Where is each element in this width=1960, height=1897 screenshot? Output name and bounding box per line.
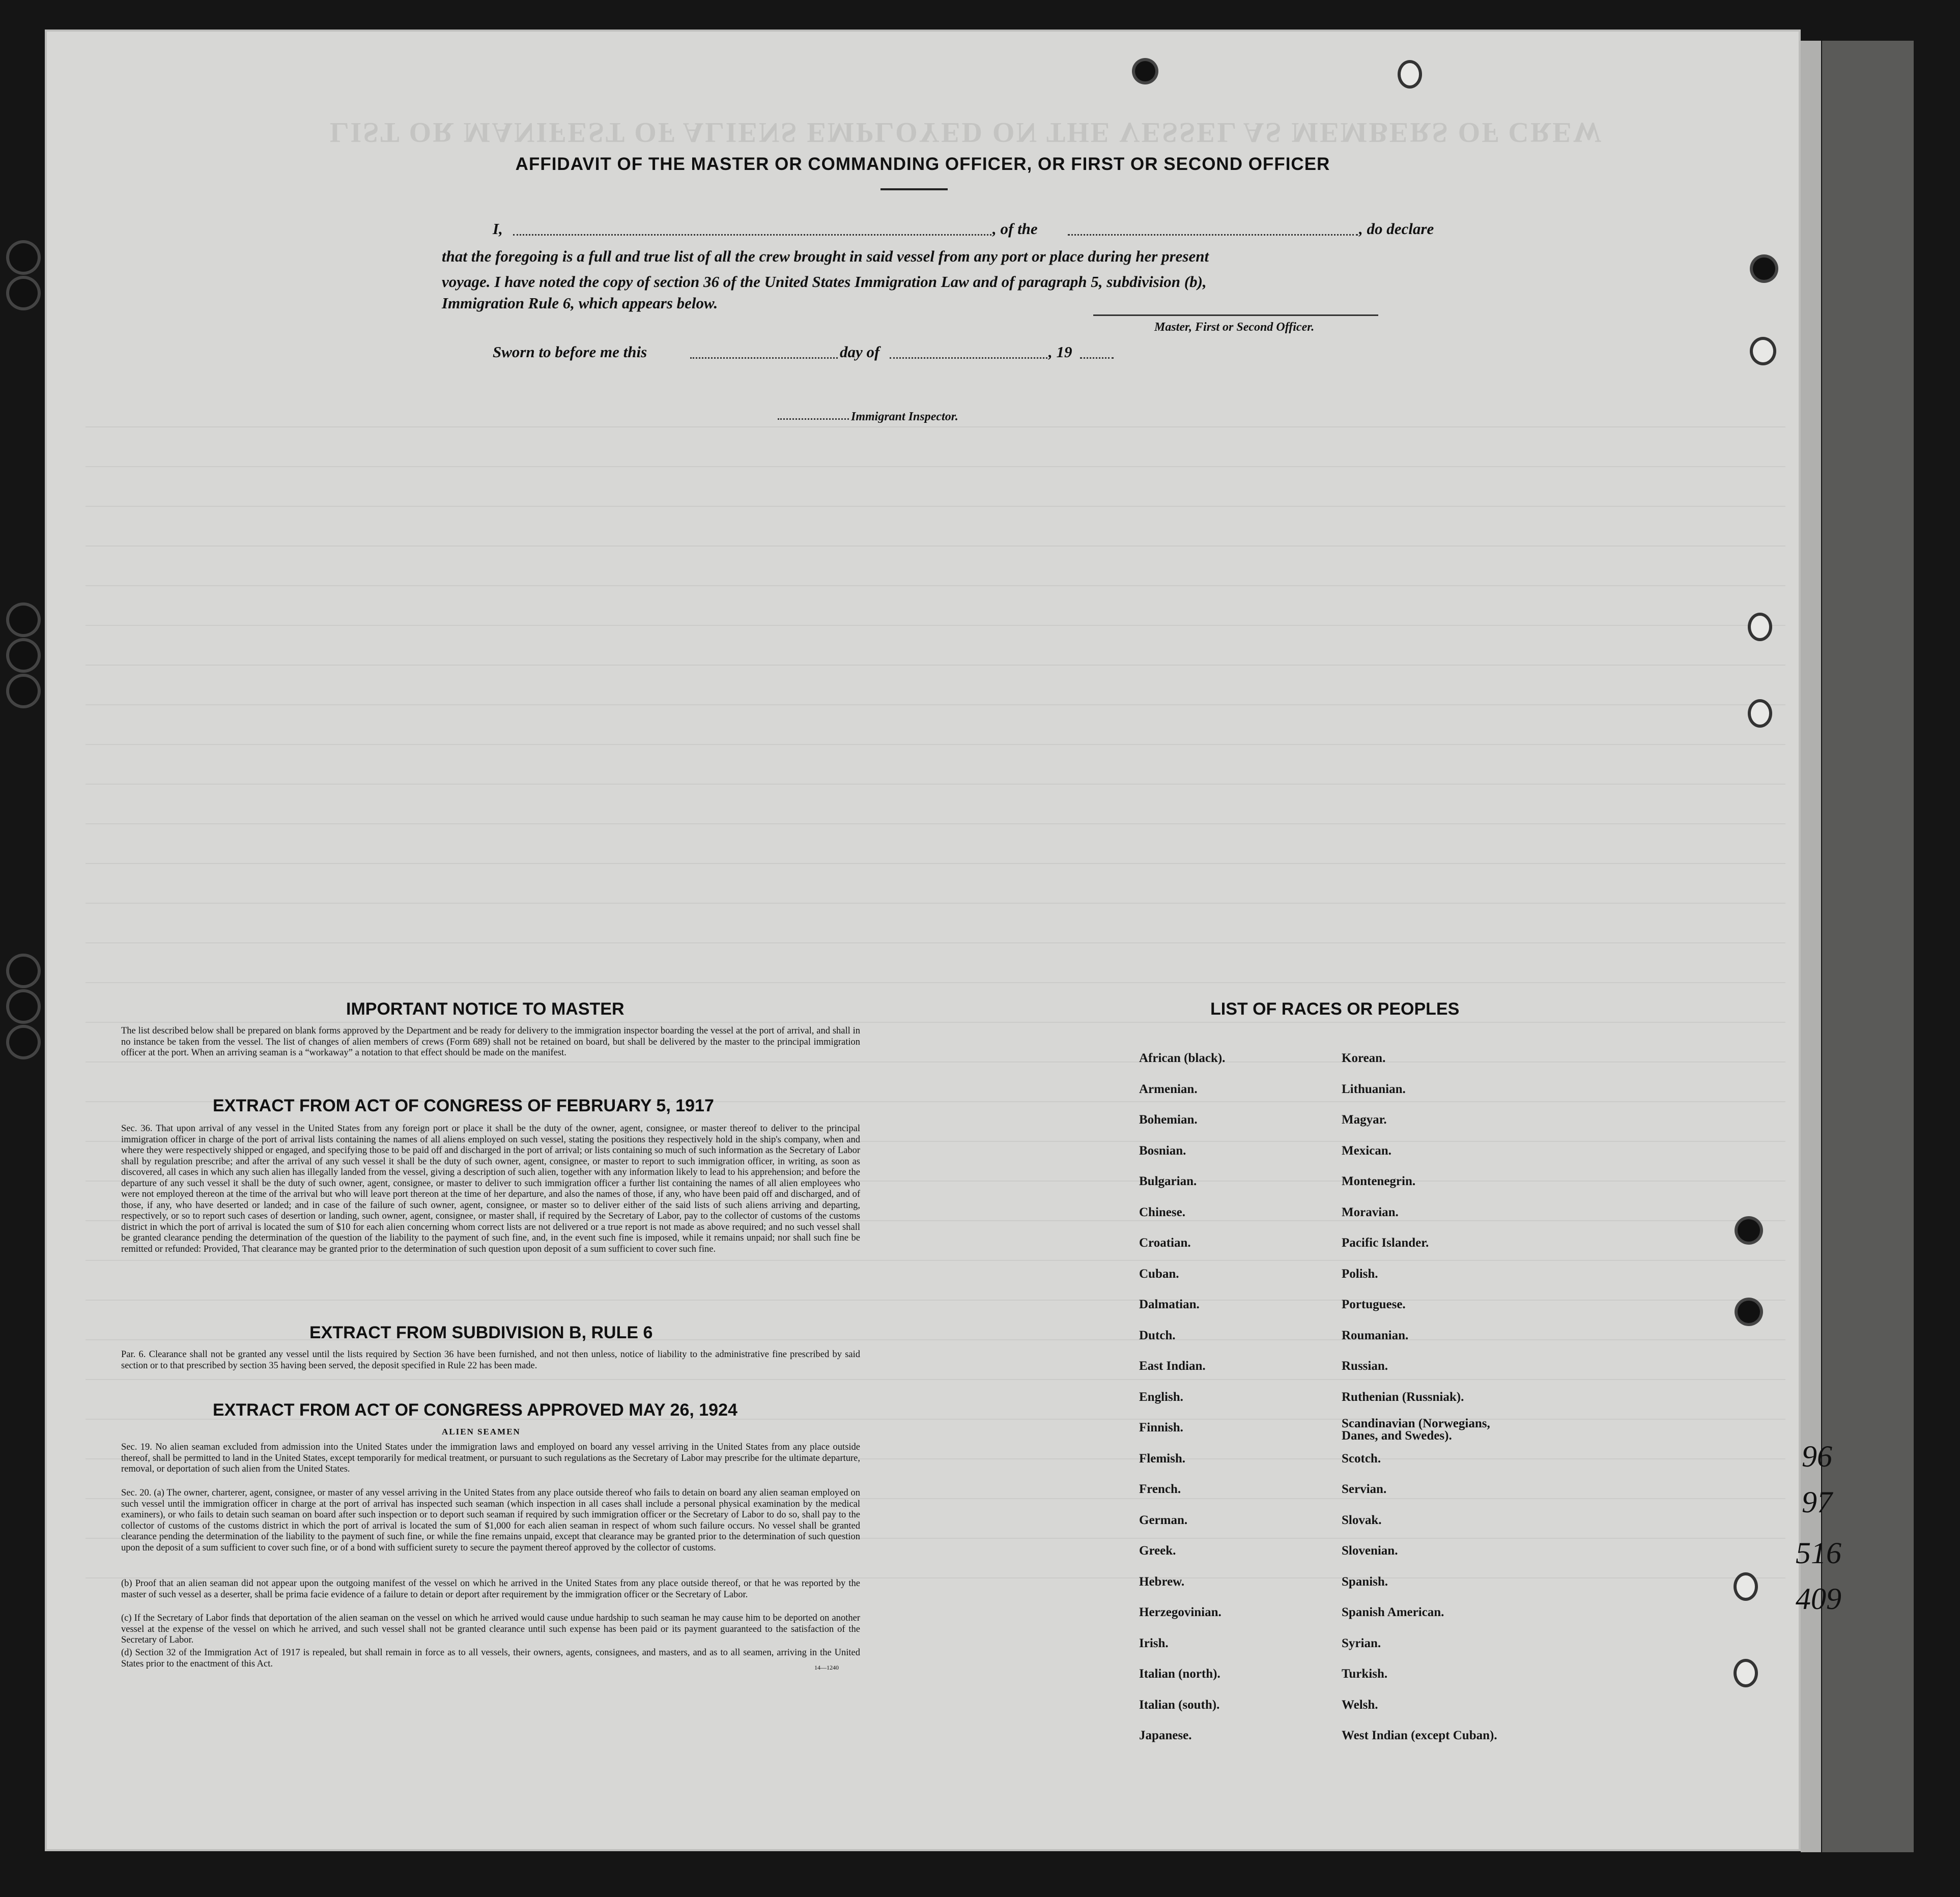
page-edge-dark [1822, 41, 1914, 1852]
bleed-through-line [86, 863, 1785, 864]
race-right-item: Portuguese. [1342, 1298, 1406, 1311]
punch-hole [1738, 1219, 1760, 1242]
day-of-label: day of [840, 343, 880, 361]
sec-20a-text: Sec. 20. (a) The owner, charterer, agent, consignee, or master of any vessel arriving in the United States from any place outside thereof who fails to detain on board any alien seaman employed on such vessel until the immigration officer in charge at the port of arrival has inspected such seaman (which inspection in all cases shall include a personal physical examination by the medical examiners), or who fails to detain such seaman on board after such inspection or to deport such seaman if required by such immigration officer or the Secretary of Labor to do so, shall pay to the collector of customs of the customs district in which the port of arrival is located the sum of $1,000 for each alien seaman in respect of whom such failure occurs. No vessel shall be granted clearance pending the determination of the liability to the payment of such fine, or while the fine remains unpaid, except that clearance may be granted prior to the determination of such question upon the deposit of a sum sufficient to cover such fine, or of a bond with sufficient surety to secure the payment thereof approved by the collector of customs. [121, 1488, 860, 1553]
handwritten-number-2: 97 [1802, 1485, 1832, 1519]
race-right-item: Slovak. [1342, 1513, 1382, 1527]
bleed-through-line [86, 982, 1785, 983]
race-right-item: Moravian. [1342, 1205, 1399, 1219]
race-right-item: Spanish American. [1342, 1605, 1444, 1619]
bleed-through-title: LIST OR MANIFEST OF ALIENS EMPLOYED ON THE VESSEL AS MEMBERS OF CREW [330, 117, 1603, 148]
race-left-item: Italian (north). [1139, 1667, 1220, 1681]
race-left-item: Greek. [1139, 1544, 1176, 1558]
extract-1924-title: EXTRACT FROM ACT OF CONGRESS APPROVED MAY 26, 1924 [213, 1400, 737, 1420]
bleed-through-line [86, 744, 1785, 745]
binder-hole [9, 677, 38, 705]
race-right-item: Montenegrin. [1342, 1174, 1416, 1188]
punch-hole [1135, 61, 1155, 81]
extract-rule6-title: EXTRACT FROM SUBDIVISION B, RULE 6 [309, 1323, 653, 1342]
extract-rule6-text: Par. 6. Clearance shall not be granted any vessel until the lists required by Section 36 have been furnished, and not then unless, notice of liability to the administrative fine prescribed by said section or to that prescribed by section 35 having been served, the deposit specified in Rule 22 has been made. [121, 1349, 860, 1371]
race-right-item: Ruthenian (Russniak). [1342, 1390, 1464, 1404]
handwritten-number-3: 516 [1796, 1536, 1841, 1570]
race-right-item: Polish. [1342, 1267, 1378, 1281]
race-left-item: Herzegovinian. [1139, 1605, 1222, 1619]
race-left-item: Dutch. [1139, 1328, 1176, 1342]
bleed-through-line [86, 466, 1785, 467]
binder-hole [9, 641, 38, 670]
race-left-item: Croatian. [1139, 1236, 1191, 1250]
sec-20d-text: (d) Section 32 of the Immigration Act of 1917 is repealed, but shall remain in force as to all vessels, their owners, agents, consignees, and masters, and as to all seamen, arriving in the United States prior to the enactment of this Act. [121, 1648, 860, 1669]
race-left-item: English. [1139, 1390, 1183, 1404]
race-left-item: Japanese. [1139, 1729, 1192, 1742]
race-left-item: German. [1139, 1513, 1188, 1527]
race-left-item: Hebrew. [1139, 1574, 1185, 1589]
bleed-through-line [86, 665, 1785, 666]
race-right-item: Servian. [1342, 1482, 1387, 1496]
binder-hole [9, 1028, 38, 1056]
races-title: LIST OF RACES OR PEOPLES [1210, 999, 1460, 1019]
extract-1917-title: EXTRACT FROM ACT OF CONGRESS OF FEBRUARY 5, 1917 [213, 1096, 714, 1115]
bleed-through-line [86, 784, 1785, 785]
bleed-through-line [86, 506, 1785, 507]
page-edge-shadow [1801, 41, 1821, 1852]
race-left-item: Flemish. [1139, 1451, 1185, 1465]
race-right-item: Spanish. [1342, 1574, 1388, 1589]
race-right-item: Korean. [1342, 1051, 1386, 1065]
race-right-item: Welsh. [1342, 1698, 1378, 1712]
race-right-item: Roumanian. [1342, 1328, 1409, 1342]
race-right-item: Russian. [1342, 1359, 1388, 1373]
bleed-through-line [86, 625, 1785, 626]
race-right-item: Slovenian. [1342, 1544, 1398, 1558]
race-left-item: Finnish. [1139, 1421, 1183, 1434]
bleed-through-line [86, 903, 1785, 904]
master-signature-caption: Master, First or Second Officer. [1154, 321, 1315, 334]
binder-hole [9, 957, 38, 985]
bleed-through-line [86, 823, 1785, 824]
affidavit-line-4: Immigration Rule 6, which appears below. [442, 294, 718, 312]
affidavit-line-2: that the foregoing is a full and true list of all the crew brought in said vessel from any port or place during her present [442, 247, 1209, 265]
binder-hole [9, 606, 38, 634]
race-left-item: African (black). [1139, 1051, 1226, 1065]
sworn-month-field[interactable] [890, 357, 1047, 359]
affidavit-title: AFFIDAVIT OF THE MASTER OR COMMANDING OFFICER, OR FIRST OR SECOND OFFICER [515, 154, 1330, 174]
race-left-item: Irish. [1139, 1636, 1169, 1650]
bleed-through-line [86, 942, 1785, 943]
binder-hole [9, 992, 38, 1021]
form-number: 14—1240 [814, 1664, 839, 1671]
punch-hole-light [1737, 1662, 1755, 1684]
race-left-item: Italian (south). [1139, 1698, 1220, 1712]
bleed-through-line [86, 545, 1785, 547]
notice-title: IMPORTANT NOTICE TO MASTER [346, 999, 624, 1019]
race-left-item: French. [1139, 1482, 1181, 1496]
race-left-item: Dalmatian. [1139, 1298, 1200, 1311]
punch-hole [1738, 1301, 1760, 1323]
sec-20c-text: (c) If the Secretary of Labor finds that deportation of the alien seaman on the vessel on which he arrived would cause undue hardship to such seaman he may cause him to be deported on another vessel at the expense of the vessel on which he arrived, and such vessel shall not be granted clearance until such expense has been paid or its payment guaranteed to the satisfaction of the Secretary of Labor. [121, 1613, 860, 1645]
race-left-item: East Indian. [1139, 1359, 1206, 1373]
bleed-through-line [86, 426, 1785, 427]
sworn-day-field[interactable] [690, 357, 838, 359]
sworn-year-field[interactable] [1080, 357, 1114, 359]
race-right-item: Turkish. [1342, 1667, 1388, 1681]
punch-hole-light [1737, 1575, 1755, 1598]
year-label: , 19 [1048, 343, 1072, 361]
punch-hole-light [1751, 702, 1769, 725]
affidavit-do-declare: , do declare [1359, 220, 1434, 238]
inspector-caption: Immigrant Inspector. [851, 410, 958, 423]
handwritten-number-1: 96 [1802, 1440, 1832, 1473]
race-right-item: Syrian. [1342, 1636, 1381, 1650]
sec-19-text: Sec. 19. No alien seaman excluded from admission into the United States under the immigration laws and employed on board any vessel arriving in the United States from any place outside thereof, shall be permitted to land in the United States, except temporarily for medical treatment, or pursuant to such regulations as the Secretary of Labor may prescribe for the ultimate departure, removal, or deportation of such alien from the United States. [121, 1442, 860, 1474]
race-left-item: Armenian. [1139, 1082, 1198, 1096]
handwritten-number-4: 409 [1796, 1582, 1841, 1616]
title-rule [880, 188, 948, 190]
race-right-item: Mexican. [1342, 1143, 1391, 1158]
alien-seamen-subtitle: ALIEN SEAMEN [442, 1427, 521, 1436]
vessel-field[interactable] [1068, 234, 1358, 236]
bleed-through-line [86, 585, 1785, 586]
race-left-item: Bulgarian. [1139, 1174, 1197, 1188]
notice-text: The list described below shall be prepared on blank forms approved by the Department and be ready for delivery to the immigration inspector boarding the vessel at the port of arrival, and shall in no instance be taken from the vessel. The list of changes of alien members of crews (Form 689) shall not be retained on board, but shall be delivered by the master to the principal immigration officer at the port. When an arriving seaman is a “workaway” a notation to that effect should be made on the manifest. [121, 1026, 860, 1058]
race-right-item: Lithuanian. [1342, 1082, 1406, 1096]
master-signature-line[interactable] [1093, 314, 1378, 316]
binder-hole [9, 243, 38, 272]
race-left-item: Chinese. [1139, 1205, 1185, 1219]
punch-hole-light [1753, 340, 1773, 362]
race-right-item: Scandinavian (Norwegians, Danes, and Swedes). [1342, 1417, 1490, 1443]
sec-20b-text: (b) Proof that an alien seaman did not appear upon the outgoing manifest of the vessel on which he arrived in the United States from any place outside thereof, or that he was reported by the master of such vessel as a deserter, shall be prima facie evidence of a failure to detain or deport after requirement by the immigration officer or the Secretary of Labor. [121, 1578, 860, 1600]
race-left-item: Cuban. [1139, 1267, 1179, 1281]
binder-hole [9, 279, 38, 307]
punch-hole [1753, 257, 1775, 280]
name-field[interactable] [513, 234, 991, 236]
punch-hole-light [1401, 63, 1419, 85]
race-right-item: Scotch. [1342, 1451, 1381, 1465]
punch-hole-light [1751, 616, 1769, 638]
affidavit-line-3: voyage. I have noted the copy of section 36 of the United States Immigration Law and of paragraph 5, subdivision (b), [442, 273, 1207, 291]
race-left-item: Bosnian. [1139, 1143, 1186, 1158]
bleed-through-line [86, 1022, 1785, 1023]
bleed-through-line [86, 704, 1785, 705]
race-right-item: West Indian (except Cuban). [1342, 1729, 1497, 1742]
race-right-item: Magyar. [1342, 1113, 1387, 1127]
race-right-item: Pacific Islander. [1342, 1236, 1429, 1250]
sworn-label: Sworn to before me this [493, 343, 647, 361]
race-left-item: Bohemian. [1139, 1113, 1198, 1127]
affidavit-i: I, [493, 220, 503, 238]
document-page [45, 30, 1841, 1851]
inspector-signature-line[interactable] [778, 418, 849, 420]
extract-1917-text: Sec. 36. That upon arrival of any vessel in the United States from any foreign port or place it shall be the duty of the owner, agent, consignee, or master thereof to deliver to the principal immigration officer in charge of the port of arrival lists containing the names of all aliens employed on such vessel, stating the positions they respectively hold in the ship's company, when and where they were respectively shipped or engaged, and specifying those to be paid off and discharged in the port of arrival; or lists containing so much of such information as the Secretary of Labor shall by regulation prescribe; and after the arrival of any such vessel it shall be the duty of such owner, agent, consignee, or master to report to such immigration officer, in writing, as soon as discovered, all cases in which any such alien has illegally landed from the vessel, giving a description of such alien, together with any information likely to lead to his apprehension; and before the departure of any such vessel it shall be the duty of such owner, agent, consignee, or master to deliver to such immigration officer a further list containing the names of all alien employees who were not employed thereon at the time of the arrival but who will leave port thereon at the time of her departure, and also the names of those, if any, who have been paid off and discharged, and of those, if any, who have deserted or landed; and in case of the failure of such owner, agent, consignee, or master so to deliver either of the said lists of such aliens arriving and departing, respectively, or so to report such cases of desertion or landing, such owner, agent, consignee, or master shall, if required by the Secretary of Labor, pay to the collector of customs of the customs district in which the port of arrival is located the sum of $10 for each alien concerning whom correct lists are not delivered or a true report is not made as above required; and no such vessel shall be granted clearance pending the determination of the question of the liability to the payment of such fine, and, in the event such fine is imposed, while it remains unpaid; nor shall such fine be remitted or refunded: Provided, That clearance may be granted prior to the determination of such question upon deposit of a sum sufficient to cover such fine. [121, 1124, 860, 1254]
affidavit-of-the: , of the [992, 220, 1038, 238]
